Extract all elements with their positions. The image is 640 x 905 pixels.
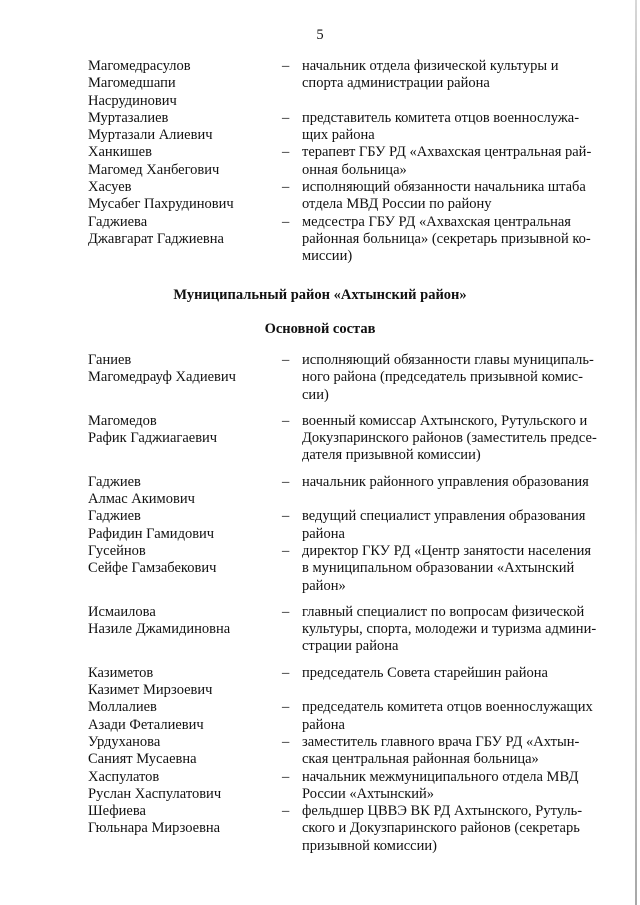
- member-name-line: Гаджиева: [88, 213, 148, 230]
- member-role: [302, 803, 620, 855]
- member-role: [302, 144, 620, 179]
- member-role-line: главный специалист по вопросам физической: [302, 603, 585, 620]
- member-role-line: страции района: [302, 638, 399, 655]
- member-role-line: медсестра ГБУ РД «Ахвахская центральная: [302, 213, 571, 230]
- member-name-line: Алмас Акимович: [88, 491, 195, 508]
- member-role-line: щих района: [302, 127, 375, 144]
- member-role-line: начальник межмуниципального отдела МВД: [302, 768, 579, 785]
- member-role-line: терапевт ГБУ РД «Ахвахская центральная рай-: [302, 144, 592, 161]
- member-name-line: Рафик Гаджиагаевич: [88, 430, 218, 447]
- scan-edge-shadow: [635, 0, 637, 905]
- member-role: [302, 110, 620, 145]
- member-role-line: ского и Докузпаринского районов (секретарь: [302, 820, 580, 837]
- member-name-line: Магомедшапи: [88, 75, 176, 92]
- member-entry: [0, 474, 640, 509]
- member-role-line: Докузпаринского районов (заместитель предсе-: [302, 430, 597, 447]
- member-role-line: военный комиссар Ахтынского, Рутульского и: [302, 412, 588, 429]
- member-entry: [0, 665, 640, 700]
- member-role-line: миссии): [302, 248, 353, 265]
- member-role-line: района: [302, 716, 345, 733]
- member-role: [302, 413, 620, 465]
- member-entry: [0, 803, 640, 855]
- member-entry: [0, 58, 640, 110]
- member-name: [0, 214, 278, 249]
- dash-separator: –: [282, 733, 290, 750]
- member-role-line: заместитель главного врача ГБУ РД «Ахтын-: [302, 733, 580, 750]
- member-role-line: исполняющий обязанности главы муниципаль-: [302, 352, 594, 368]
- member-name-line: Моллалиев: [88, 699, 157, 716]
- commission-list-1: [0, 58, 640, 266]
- member-name: [0, 769, 278, 804]
- member-role-line: районная больница» (секретарь призывной ко-: [302, 230, 591, 247]
- dash-separator: –: [282, 542, 290, 559]
- member-role-line: ская центральная районная больница»: [302, 751, 539, 768]
- member-name-line: Исмаилова: [88, 603, 156, 620]
- member-name: [0, 803, 278, 838]
- district-title: Муниципальный район «Ахтынский район»: [173, 287, 467, 303]
- member-role: [302, 58, 620, 93]
- member-role-line: исполняющий обязанности начальника штаба: [302, 179, 586, 196]
- member-entry: [0, 734, 640, 769]
- member-name-line: Руслан Хаспулатович: [88, 785, 222, 802]
- member-name-line: Магомедов: [88, 412, 157, 429]
- member-role: [302, 699, 620, 734]
- member-name-line: Хаспулатов: [88, 768, 160, 785]
- dash-separator: –: [282, 664, 290, 681]
- member-name-line: Гаджиев: [88, 508, 141, 525]
- member-name-line: Насрудинович: [88, 92, 177, 109]
- member-name-line: Рафидин Гамидович: [88, 525, 215, 542]
- member-role-line: онная больница»: [302, 161, 407, 178]
- member-name: [0, 474, 278, 509]
- member-entry: [0, 508, 640, 543]
- member-role: [302, 352, 620, 404]
- member-name-line: Гусейнов: [88, 542, 146, 559]
- member-entry: [0, 699, 640, 734]
- member-role-line: России «Ахтынский»: [302, 785, 435, 802]
- dash-separator: –: [282, 213, 290, 230]
- dash-separator: –: [282, 768, 290, 785]
- member-name: [0, 665, 278, 700]
- member-entry: [0, 214, 640, 266]
- member-name-line: Магомедрауф Хадиевич: [88, 369, 236, 386]
- dash-separator: –: [282, 508, 290, 525]
- member-role-line: представитель комитета отцов военнослужа-: [302, 109, 580, 126]
- member-name: [0, 734, 278, 769]
- member-name: [0, 58, 278, 110]
- member-role-line: район»: [302, 577, 346, 594]
- member-name: [0, 179, 278, 214]
- member-entry: [0, 543, 640, 595]
- member-name-line: Сейфе Гамзабекович: [88, 560, 217, 577]
- member-name-line: Гаджиев: [88, 473, 141, 490]
- member-name: [0, 352, 278, 387]
- member-name-line: Ганиев: [88, 352, 132, 368]
- commission-list-2: [0, 352, 640, 855]
- member-role-line: начальник районного управления образования: [302, 473, 589, 490]
- composition-title: Основной состав: [264, 321, 376, 337]
- member-entry: [0, 604, 640, 656]
- member-role-line: спорта администрации района: [302, 75, 490, 92]
- dash-separator: –: [282, 179, 290, 196]
- member-role-line: фельдшер ЦВВЭ ВК РД Ахтынского, Рутуль-: [302, 803, 583, 820]
- member-role: [302, 474, 620, 491]
- member-role-line: отдела МВД России по району: [302, 196, 492, 213]
- member-name-line: Магомед Ханбегович: [88, 161, 220, 178]
- member-entry: [0, 110, 640, 145]
- member-entry: [0, 413, 640, 465]
- member-name-line: Казиметов: [88, 664, 154, 681]
- member-name-line: Хасуев: [88, 179, 132, 196]
- member-name-line: Магомедрасулов: [88, 58, 191, 74]
- member-name-line: Назиле Джамидиновна: [88, 621, 231, 638]
- dash-separator: –: [282, 412, 290, 429]
- member-role-line: сии): [302, 386, 329, 403]
- member-entry: [0, 352, 640, 404]
- dash-separator: –: [282, 699, 290, 716]
- member-name-line: Шефиева: [88, 803, 146, 820]
- member-entry: [0, 769, 640, 804]
- member-name: [0, 110, 278, 145]
- member-role: [302, 508, 620, 543]
- member-name-line: Муртазали Алиевич: [88, 127, 213, 144]
- member-role-line: ведущий специалист управления образования: [302, 508, 586, 525]
- member-name-line: Гюльнара Мирзоевна: [88, 820, 221, 837]
- dash-separator: –: [282, 803, 290, 820]
- dash-separator: –: [282, 58, 290, 74]
- member-name: [0, 144, 278, 179]
- member-name: [0, 543, 278, 578]
- member-role: [302, 543, 620, 595]
- member-role-line: ного района (председатель призывной комис-: [302, 369, 583, 386]
- member-entry: [0, 179, 640, 214]
- member-name: [0, 413, 278, 448]
- member-role: [302, 179, 620, 214]
- dash-separator: –: [282, 144, 290, 161]
- page-number: 5: [316, 27, 324, 43]
- member-role-line: района: [302, 525, 345, 542]
- member-role: [302, 214, 620, 266]
- member-role-line: в муниципальном образовании «Ахтынский: [302, 560, 575, 577]
- member-role-line: дателя призывной комиссии): [302, 447, 481, 464]
- member-role-line: директор ГКУ РД «Центр занятости населения: [302, 542, 592, 559]
- member-name-line: Джавгарат Гаджиевна: [88, 230, 224, 247]
- member-role-line: культуры, спорта, молодежи и туризма админи-: [302, 621, 597, 638]
- dash-separator: –: [282, 473, 290, 490]
- member-name-line: Казимет Мирзоевич: [88, 682, 213, 699]
- member-role: [302, 665, 620, 682]
- dash-separator: –: [282, 109, 290, 126]
- member-entry: [0, 144, 640, 179]
- member-role: [302, 604, 620, 656]
- member-name: [0, 604, 278, 639]
- member-name-line: Мусабег Пахрудинович: [88, 196, 234, 213]
- member-name-line: Саният Мусаевна: [88, 751, 197, 768]
- member-role-line: начальник отдела физической культуры и: [302, 58, 559, 74]
- member-name-line: Азади Феталиевич: [88, 716, 204, 733]
- member-name-line: Муртазалиев: [88, 109, 169, 126]
- dash-separator: –: [282, 603, 290, 620]
- member-role: [302, 734, 620, 769]
- member-role-line: председатель Совета старейшин района: [302, 664, 548, 681]
- member-role-line: председатель комитета отцов военнослужащих: [302, 699, 593, 716]
- member-name-line: Ханкишев: [88, 144, 152, 161]
- member-name: [0, 699, 278, 734]
- member-name: [0, 508, 278, 543]
- member-role-line: призывной комиссии): [302, 837, 437, 854]
- member-role: [302, 769, 620, 804]
- dash-separator: –: [282, 352, 290, 368]
- member-name-line: Урдуханова: [88, 733, 161, 750]
